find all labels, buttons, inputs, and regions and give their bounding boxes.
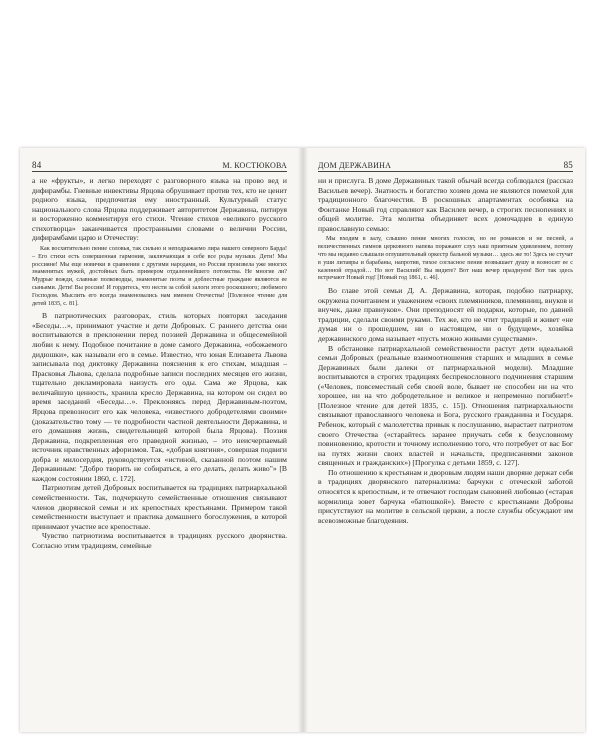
paragraph: Во главе этой семьи Д. А. Державина, которая, подобно патриарху, окружена почитанием и уважением «своих племянников, племянниц, внуков и внучек, даже правнуков». Они преподносят ей подарки, которые, по давней традиции, сделали своими руками. Тех же, кто не чтит традиций и живет «не думая ни о прошедшем, ни о настоящем, ни о будущем», хозяйка державинского дома называет «пусть можно живыми существами». <box>318 286 573 343</box>
paragraph: В патриотических разговорах, стиль которых повторял заседания «Беседы…», принимают участие и дети Добровых. С раннего детства они воспитываются в преклонении перед поэзией Державина и общесемейной любви к нему. Подобное почитание в доме самого Державина, «обожаемого дидюшки», как называли его в семье. Известно, что юная Елизавета Львова записывала под диктовку Державина пояснения к его стихам, младшая – Прасковья Львова, сделала подробные записи последних месяцев его жизни, тщательно декламировала наизусть его оды. Сама же Ярцова, как величайшую ценность, хранила кресло Державина, на котором он сидел во время заседаний «Беседы…». Преклоняясь перед Державиным-поэтом, Ярцова превозносит его как человека, «известного добродетелями своими» (доказательство тому — те подробности частной деятельности Державина, и его домашняя жизнь, свидетельницей которой была Ярцова). Поэзия Державина, подкрепленная его праведной жизнью, – это неисчерпаемый источник нравственных афоризмов. Так, «добрая княгиня», совершая подвиги добра и милосердия, руководствуется «истиной, сказанной поэтом нашим Державиным: "Добро творить не собираться, а его делать, делать живо"» [В каждом состоянии 1860, с. 172]. <box>32 311 287 483</box>
paragraph: а не «фрукты», и легко переходят с разговорного языка на прово вед и дифирамбы. Гневные инвективы Ярцова обрушивает против тех, кто не ценит родного языка, предпочитая ему иностранный. Культурный статус национального слова Ярцова поддерживает авторитетом Державина, питируя и восторженно комментируя его стихи. Чтение стихов «великого русского стихотворца» заканчивается пространными словами о величии России, дифирамбами царю и Отечеству: <box>32 176 287 243</box>
block-quote: Мы входим в залу, слышно пение многих голосов, но не романсов и не песней, а величественных гимнов церковного напева поражают слух наш приятным удивлением, потому что мы недавно слышали оглушительный оркестр бальной музыки… здесь же то! Здесь не стучат в уши литавры и барабаны, напротив, тихое согласное пение возвышает душу и возносит ее с казенной отрадой… Но вот Василий! Вы видите? Вот наш вечер празднуем! Вот так здесь встречают Новый год! [Новый год 1861, с. 46]. <box>318 236 573 282</box>
paragraph: В обстановке патриархальной семейственности растут дети идеальной семьи Добровых (реальные взаимоотношения старших и младших в семье Державиных были далеки от патриархальной модели). Младшие воспитываются в строгих традициях беспрекословного подчинения старшим («Человек, повсеместный себя своей воле, бывает не способен ни на что хорошее, ни на что добродетельное и великое и непременно погибнет!» [Полезное чтение для детей 1835, с. 15]). Отношения патриархальности связывают православного человека и Бога, русского гражданина и Государя. Ребенок, который с малолетства привык к послушанию, вырастает патриотом своего Отечества («старайтесь заранее приучать себя к безусловному повиновению, кротости и точному исполнению того, что потребует от вас Бог на путях жизни своих властей и начальств, предписаниями законов священных и гражданских») [Прогулка с детьми 1859, с. 127]. <box>318 343 573 468</box>
right-page-body <box>318 176 573 525</box>
left-page-body <box>32 176 287 550</box>
book-spread <box>20 148 585 732</box>
paragraph: Патриотизм детей Добровых воспитывается на традициях патриархальной семейственности. Так, подчеркнуто семейственные отношения связывают членов дворянской семьи и их крепостных крестьянами. Примером такой семейственности выступает и практика домашнего богослужения, в которой принимают участие все крепостные. <box>32 483 287 531</box>
paragraph: По отношению к крестьянам и дворовым людям наши дворяне держат себя в традициях дворянского патернализма: барчуки с отеческой заботой относятся к крепостным, и те отвечают господам сыновней любовью («старая кормилица зовет барчука «батюшкой»). Вместе с крестьянами Добровы присутствуют на молитве в сельской церкви, а после службы обсуждают им всевозможные благодеяния. <box>318 467 573 525</box>
book-gutter <box>298 148 308 732</box>
left-page-header <box>32 158 287 172</box>
right-running-head: ДОМ ДЕРЖАВИНА <box>318 161 392 170</box>
paragraph: Чувство патриотизма воспитывается в традициях русского дворянства. Согласно этим традициям, семейные <box>32 531 287 550</box>
left-page-number: 84 <box>32 160 42 170</box>
left-running-head: М. КОСТЮКОВА <box>222 161 287 170</box>
left-page <box>32 158 287 550</box>
right-page <box>318 158 573 525</box>
right-page-number: 85 <box>563 160 573 170</box>
block-quote: Как восхитительно пение соловья, так сильно и неподражаемо лира нашего северного Барда! – Его стихи есть совершенная гармония, заключающая в себе все роды музыки. Дети! Мы россияне! Мы еще новички в сравнении с другими народами, но Россия произвела уже многих знаменитых мужей, достойных быть примером отдаленнейшего потомства. Не многие ли? Мудрые вожди, славные полководцы, знаменитые поэты и доблестные граждане являются ее сыньями. Дети! Вы россии! И гордитесь, что нести за собой залоги этого роскошного; любимого Господом. Мыслить его всегда знаменовались нам именем Отечества! [Полезное чтение для детей 1835, с. 81]. <box>32 245 287 307</box>
right-page-header <box>318 158 573 172</box>
paragraph: ни и прислуга. В доме Державиных такой обычай всегда соблюдался (рассказ Васильев вечер). Знатность и богатство хозяев дома не являются помехой для традиционного благочестия. В роскошных апартаментах особняка на Фонтанке Новый год справляют как Василев вечер, в строгих песнопениях и общей молитве. Эта молитва объединяет всех домочадцев в единую православную семью: <box>318 176 573 233</box>
